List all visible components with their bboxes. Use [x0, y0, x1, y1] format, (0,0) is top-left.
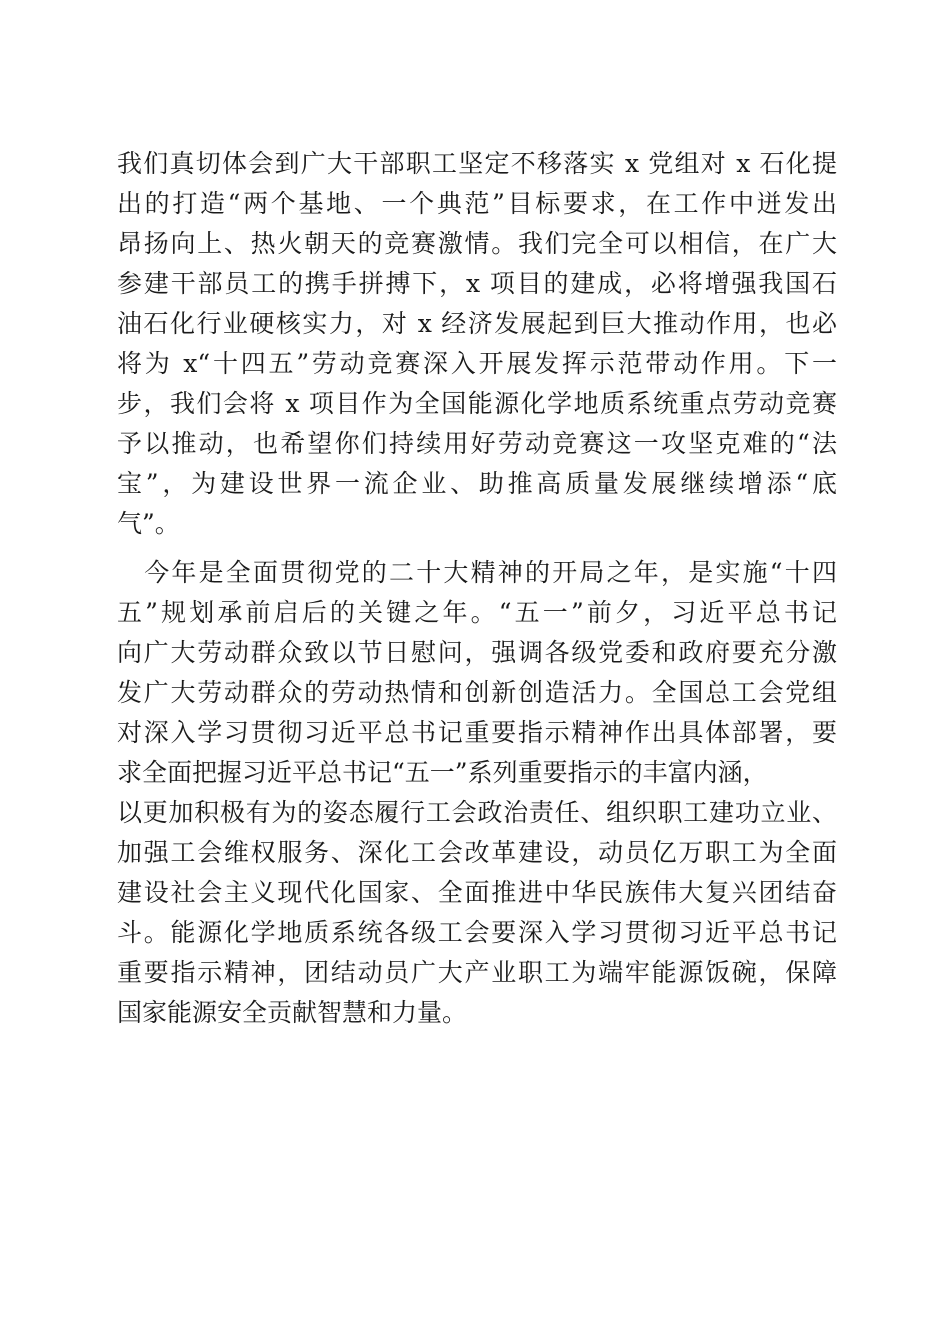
- paragraph-line: 今年是全面贯彻党的二十大精神的开局之年，是实施“十四: [117, 558, 837, 587]
- paragraph-line: 予以推动，也希望你们持续用好劳动竞赛这一攻坚克难的“法: [117, 429, 837, 458]
- paragraph-line: 斗。能源化学地质系统各级工会要深入学习贯彻习近平总书记: [117, 918, 837, 947]
- paragraph-line: 对深入学习贯彻习近平总书记重要指示精神作出具体部署，要: [117, 718, 837, 747]
- document-body: [117, 144, 837, 1033]
- paragraph-line: 将为 x“十四五”劳动竞赛深入开展发挥示范带动作用。下一: [117, 349, 837, 378]
- paragraph-line: 步，我们会将 x 项目作为全国能源化学地质系统重点劳动竞赛: [117, 389, 837, 418]
- paragraph-line: 建设社会主义现代化国家、全面推进中华民族伟大复兴团结奋: [117, 878, 837, 907]
- paragraph-line: 以更加积极有为的姿态履行工会政治责任、组织职工建功立业、: [117, 798, 837, 827]
- paragraph-line: 宝”，为建设世界一流企业、助推高质量发展继续增添“底: [117, 469, 837, 498]
- paragraph-line: 向广大劳动群众致以节日慰问，强调各级党委和政府要充分激: [117, 638, 837, 667]
- paragraph-line: 我们真切体会到广大干部职工坚定不移落实 x 党组对 x 石化提: [117, 149, 837, 178]
- paragraph-2: [117, 553, 837, 1033]
- paragraph-line: 加强工会维权服务、深化工会改革建设，动员亿万职工为全面: [117, 838, 837, 867]
- paragraph-line: 重要指示精神，团结动员广大产业职工为端牢能源饭碗，保障: [117, 958, 837, 987]
- paragraph-line: 出的打造“两个基地、一个典范”目标要求，在工作中迸发出: [117, 189, 837, 218]
- paragraph-1: [117, 144, 837, 544]
- paragraph-line: 五”规划承前启后的关键之年。“五一”前夕，习近平总书记: [117, 598, 837, 627]
- paragraph-gap: [117, 544, 837, 553]
- paragraph-line: 气”。: [117, 509, 180, 538]
- paragraph-line: 发广大劳动群众的劳动热情和创新创造活力。全国总工会党组: [117, 678, 837, 707]
- paragraph-line: 昂扬向上、热火朝天的竞赛激情。我们完全可以相信，在广大: [117, 229, 837, 258]
- paragraph-line: 求全面把握习近平总书记“五一”系列重要指示的丰富内涵，: [117, 758, 768, 787]
- paragraph-line: 油石化行业硬核实力，对 x 经济发展起到巨大推动作用，也必: [117, 309, 837, 338]
- paragraph-line: 国家能源安全贡献智慧和力量。: [117, 998, 468, 1027]
- paragraph-line: 参建干部员工的携手拼搏下，x 项目的建成，必将增强我国石: [117, 269, 837, 298]
